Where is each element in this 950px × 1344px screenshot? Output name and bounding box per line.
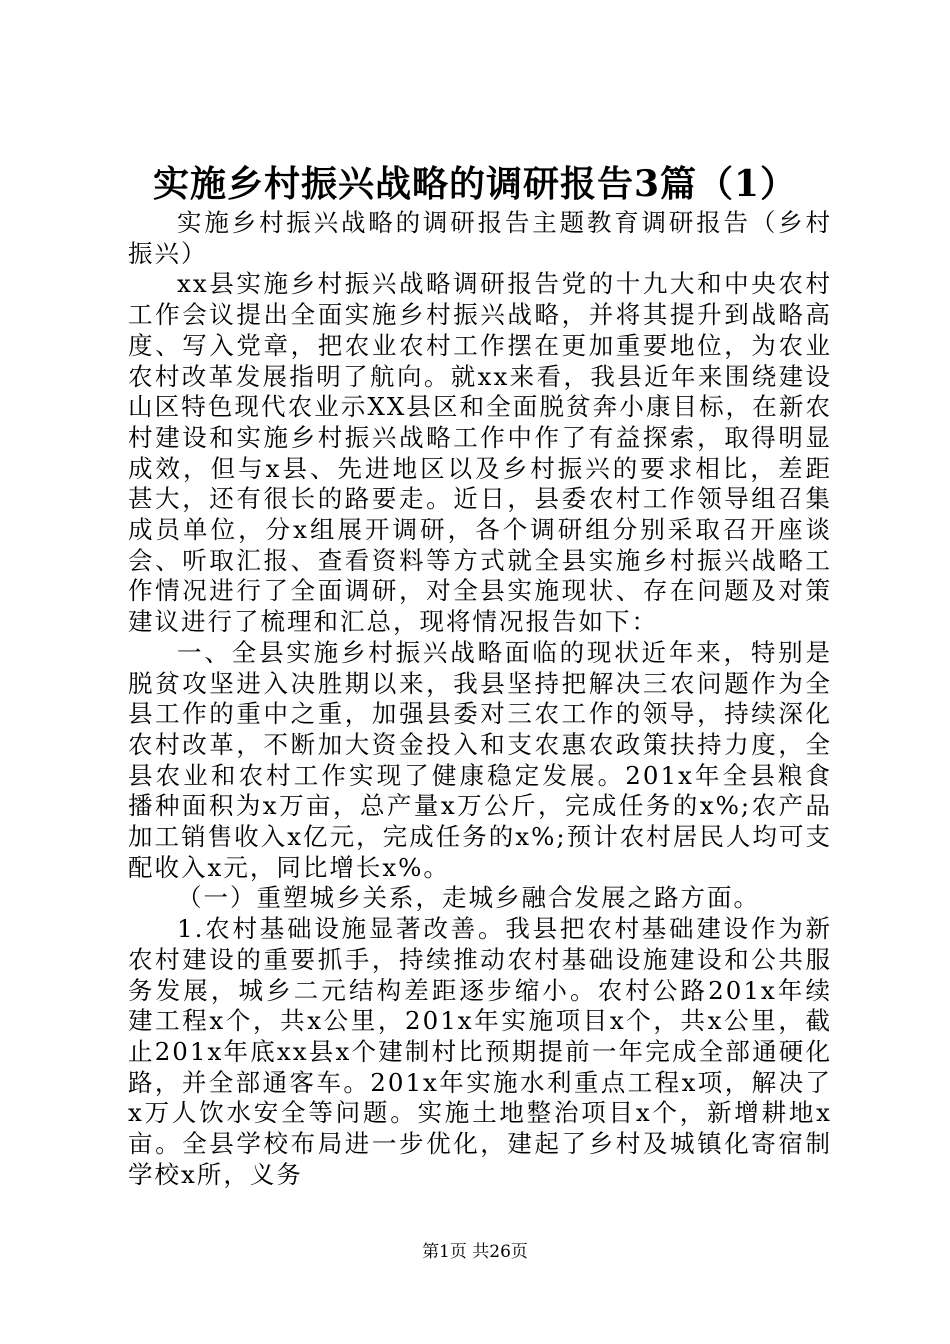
paragraph-subsection-heading: （一）重塑城乡关系，走城乡融合发展之路方面。 <box>177 883 760 913</box>
page-footer: 第1页 共26页 <box>422 1242 528 1262</box>
document-body <box>128 208 832 1191</box>
paragraph-intro: xx县实施乡村振兴战略调研报告党的十九大和中央农村工作会议提出全面实施乡村振兴战略，并将其提升到战略高度、写入党章，把农业农村工作摆在更加重要地位，为农业农村改革发展指明了航向。就xx来看，我县近年来围绕建设山区特色现代农业示XX县区和全面脱贫奔小康目标，在新农村建设和实施乡村振兴战略工作中作了有益探索，取得明显成效，但与x县、先进地区以及乡村振兴的要求相比，差距甚大，还有很长的路要走。近日，县委农村工作领导组召集成员单位，分x组展开调研，各个调研组分别采取召开座谈会、听取汇报、查看资料等方式就全县实施乡村振兴战略工作情况进行了全面调研，对全县实施现状、存在问题及对策建议进行了梳理和汇总，现将情况报告如下： <box>128 269 832 637</box>
document-title: 实施乡村振兴战略的调研报告3篇（1） <box>152 163 798 205</box>
paragraph-infrastructure: 1.农村基础设施显著改善。我县把农村基础建设作为新农村建设的重要抓手，持续推动农村基础设施建设和公共服务发展，城乡二元结构差距逐步缩小。农村公路201x年续建工程x个，共x公里，201x年实施项目x个，共x公里，截止201x年底xx县x个建制村比预期提前一年完成全部通硬化路，并全部通客车。201x年实施水利重点工程x项，解决了x万人饮水安全等问题。实施土地整治项目x个，新增耕地x亩。全县学校布局进一步优化，建起了乡村及城镇化寄宿制学校x所，义务 <box>128 914 832 1189</box>
paragraph-section-one: 一、全县实施乡村振兴战略面临的现状近年来，特别是脱贫攻坚进入决胜期以来，我县坚持把解决三农问题作为全县工作的重中之重，加强县委对三农工作的领导，持续深化农村改革，不断加大资金投入和支农惠农政策扶持力度，全县农业和农村工作实现了健康稳定发展。201x年全县粮食播种面积为x万亩，总产量x万公斤，完成任务的x%;农产品加工销售收入x亿元，完成任务的x%;预计农村居民人均可支配收入x元，同比增长x%。 <box>128 637 832 882</box>
paragraph-subtitle: 实施乡村振兴战略的调研报告主题教育调研报告（乡村振兴） <box>128 208 832 268</box>
